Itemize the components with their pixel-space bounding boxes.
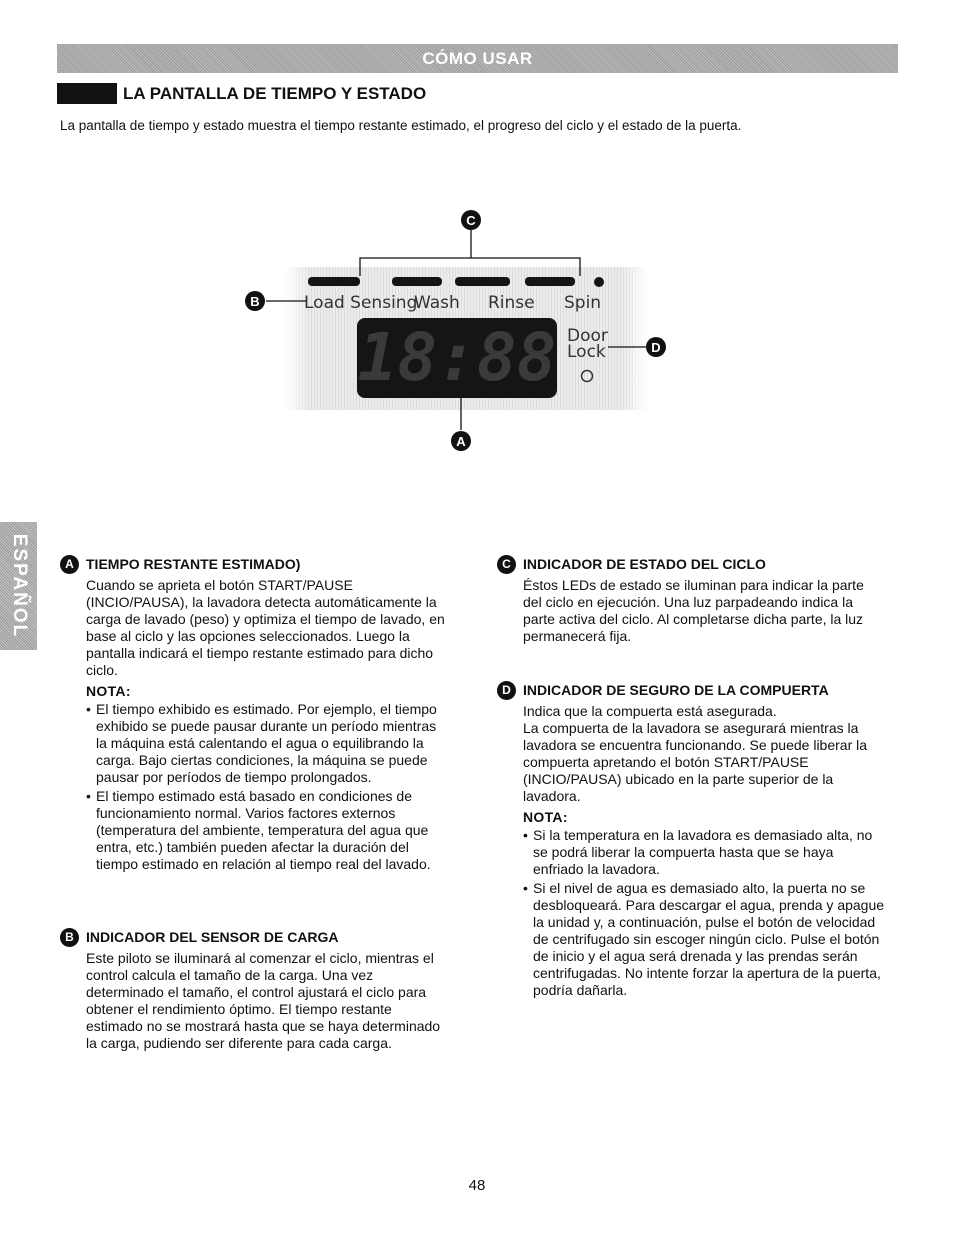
item-d-body: Indica que la compuerta está asegurada. La compuerta de la lavadora se asegurará mientras la lavadora se encuentra funcionando. Se puede liberar la compuerta apretando el botón START/PAUSE (INCIO/PAUSA) ubicado en la parte superior de la lavadora. <box>523 703 868 804</box>
language-side-tab <box>0 522 37 650</box>
badge-a-icon: A <box>60 555 79 574</box>
item-b-body: Este piloto se iluminará al comenzar el ciclo, mientras el control calcula el tamaño de la carga. Una vez determinado el tamaño, el control ajustará el ciclo para obtener el rendimiento óptimo. El tiempo restante estimado no se mostrará hasta que se haya determinado la carga, pudiendo ser diferente para cada carga. <box>86 950 441 1051</box>
led-wash <box>392 277 442 286</box>
item-d-title: INDICADOR DE SEGURO DE LA COMPUERTA <box>523 682 829 698</box>
time-digits: 18:88 <box>357 319 557 396</box>
badge-b-icon: B <box>60 928 79 947</box>
item-a-body: Cuando se aprieta el botón START/PAUSE (INCIO/PAUSA), la lavadora detecta automáticamente la carga de lavado (peso) y optimiza el tiempo de lavado, en base al ciclo y las opciones seleccionados. Luego la pantalla indicará el tiempo restante estimado para dicho ciclo. <box>86 577 445 678</box>
item-a-bullet: • El tiempo estimado está basado en condiciones de funcionamiento normal. Varios factores externos (temperatura del ambiente, temperatura del agua que entra, etc.) también pueden afectar la duración del tiempo estimado en relación al tiempo real del lavado. <box>86 788 431 872</box>
item-b-title: INDICADOR DEL SENSOR DE CARGA <box>86 929 339 945</box>
item-d <box>497 681 907 999</box>
label-spin: Spin <box>564 293 602 313</box>
led-load-sensing <box>308 277 360 286</box>
item-a-nota: NOTA: <box>86 683 131 699</box>
item-a-title: TIEMPO RESTANTE ESTIMADO) <box>86 556 301 572</box>
item-a <box>60 555 470 873</box>
badge-c-icon: C <box>497 555 516 574</box>
label-wash: Wash <box>414 293 460 313</box>
label-door: Door <box>567 326 608 346</box>
svg-text:B: B <box>250 294 260 309</box>
svg-text:A: A <box>456 434 466 449</box>
svg-text:D: D <box>651 340 661 355</box>
led-dot <box>594 277 604 287</box>
label-load-sensing: Load Sensing <box>304 293 418 313</box>
display-figure <box>230 200 710 470</box>
item-c-body: Éstos LEDs de estado se iluminan para indicar la parte del ciclo en ejecución. Una luz parpadeando indica la parte activa del ciclo. Al completarse dicha parte, la luz permanecerá fija. <box>523 577 864 644</box>
item-a-bullet: • El tiempo exhibido es estimado. Por ejemplo, el tiempo exhibido se puede pausar durante un período mientras la máquina está calentando el agua o equilibrando la carga. Bajo ciertas condiciones, la máquina se puede pausar por períodos de tiempo prolongados. <box>86 701 437 785</box>
item-b <box>60 928 470 1052</box>
intro-paragraph: La pantalla de tiempo y estado muestra el tiempo restante estimado, el progreso del ciclo y el estado de la puerta. <box>60 118 742 133</box>
item-d-nota: NOTA: <box>523 809 568 825</box>
display-illustration <box>230 200 710 470</box>
item-d-bullet: • Si la temperatura en la lavadora es demasiado alta, no se podrá liberar la compuerta hasta que se haya enfriado la lavadora. <box>523 827 873 877</box>
side-tab-label: ESPAÑOL <box>8 533 30 639</box>
led-rinse <box>455 277 510 286</box>
svg-text:C: C <box>466 213 476 228</box>
item-c-title: INDICADOR DE ESTADO DEL CICLO <box>523 556 766 572</box>
section-title: LA PANTALLA DE TIEMPO Y ESTADO <box>123 84 427 103</box>
item-d-bullet: • Si el nivel de agua es demasiado alto, la puerta no se desbloqueará. Para descargar el agua, prenda y apague la unidad y, a continuación, pulse el botón de velocidad de centrifugado sin escoger ningún ciclo. Pulse el botón de inicio y el agua será drenada y las prendas serán centrifugadas. No intente forzar la apertura de la puerta, podría dañarla. <box>523 880 885 998</box>
badge-d-icon: D <box>497 681 516 700</box>
item-c <box>497 555 907 645</box>
heading-bar <box>57 83 117 104</box>
page-number: 48 <box>468 1177 486 1194</box>
section-banner: CÓMO USAR <box>57 44 898 73</box>
label-rinse: Rinse <box>488 293 535 313</box>
led-spin <box>525 277 575 286</box>
label-lock: Lock <box>567 342 606 362</box>
